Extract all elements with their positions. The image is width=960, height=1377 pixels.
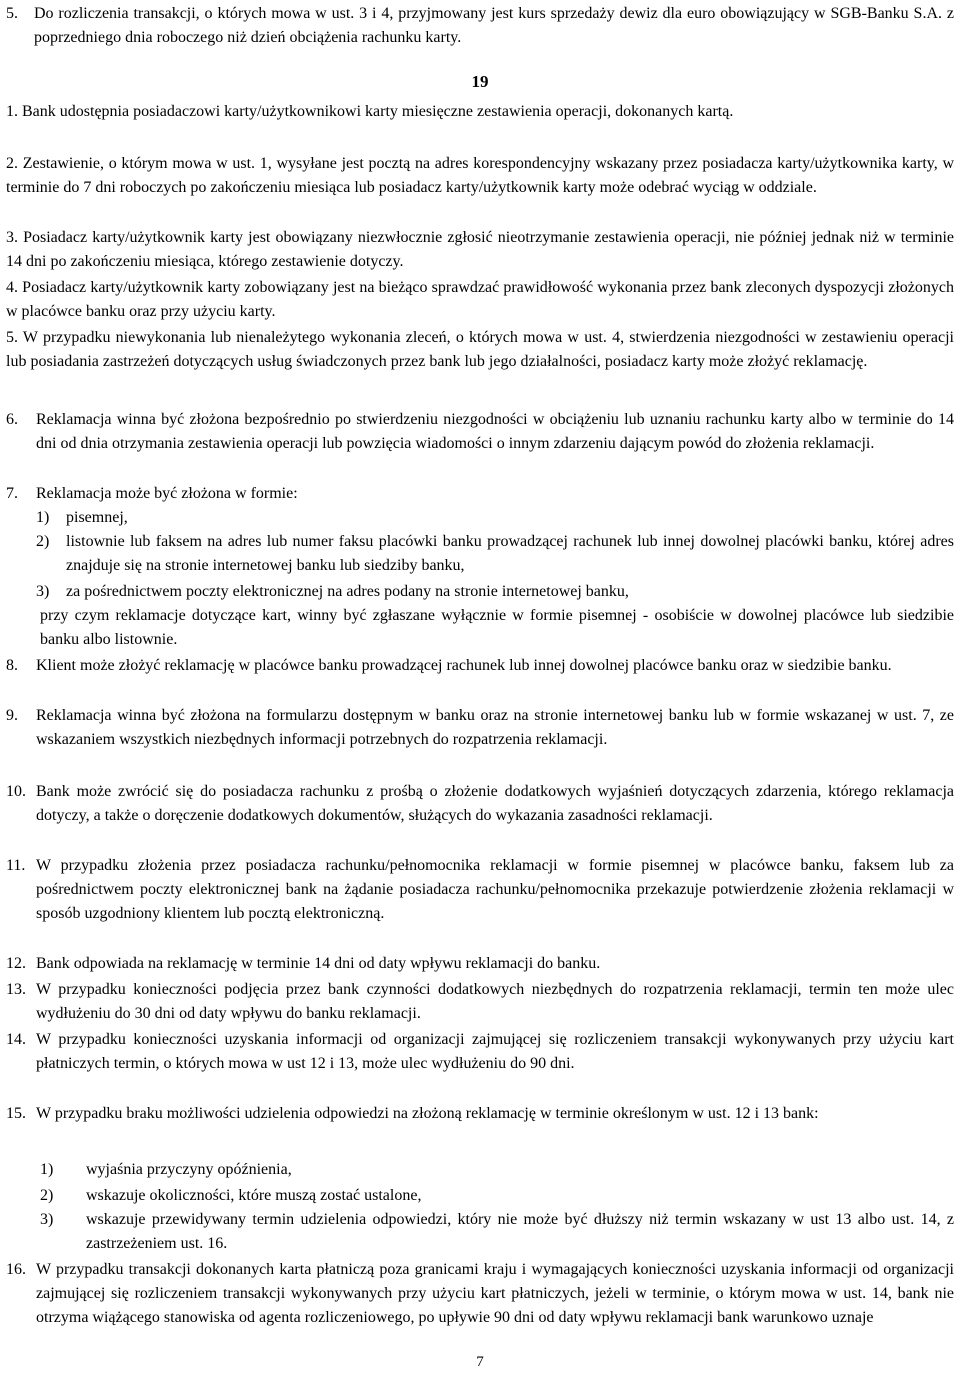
item-note <box>40 604 954 652</box>
list-item <box>6 276 954 324</box>
item-number: 10. <box>6 783 26 800</box>
list-item <box>6 854 954 926</box>
sub-item-number: 3) <box>36 583 50 600</box>
item-text: W przypadku konieczności podjęcia przez bank czynności dodatkowych niezbędnych do rozpatrzenia reklamacji, termin ten może ulec wydłużeniu do 30 dni od daty wpływu do banku reklamacji. <box>36 981 954 1022</box>
sub-item-number: 2) <box>40 1187 54 1204</box>
list-item <box>6 704 954 752</box>
item-text: Klient może złożyć reklamację w placówce banku prowadzącej rachunek lub innej dowolnej placówce banku oraz w siedzibie banku. <box>36 657 892 674</box>
list-item <box>6 1102 954 1126</box>
list-item <box>6 482 954 506</box>
sub-item <box>36 580 954 604</box>
item-text: Reklamacja winna być złożona na formularzu dostępnym w banku oraz na stronie internetowej banku lub w formie wskazanej w ust. 7, ze wskazaniem wszystkich niezbędnych informacji potrzebnych do rozpatrzenia reklamacji. <box>36 707 954 748</box>
item-number: 3. <box>6 229 18 246</box>
item-text: W przypadku braku możliwości udzielenia odpowiedzi na złożoną reklamację w terminie określonym w ust. 12 i 13 bank: <box>36 1105 819 1122</box>
item-number: 14. <box>6 1031 26 1048</box>
list-item <box>6 326 954 374</box>
item-number: 5. <box>6 5 18 22</box>
sub-item-number: 2) <box>36 533 50 550</box>
list-item <box>6 152 954 200</box>
item-text: Posiadacz karty/użytkownik karty jest obowiązany niezwłocznie zgłosić nieotrzymanie zestawienia operacji, nie później jednak niż w terminie 14 dni po zakończeniu miesiąca, którego zestawienie dotyczy. <box>6 229 955 270</box>
sub-item-text: wskazuje przewidywany termin udzielenia odpowiedzi, który nie może być dłuższy niż termin wskazany w ust 13 albo ust. 14, z zastrzeżeniem ust. 16. <box>86 1211 954 1252</box>
item-text: Posiadacz karty/użytkownik karty zobowiązany jest na bieżąco sprawdzać prawidłowość wykonania przez bank zleconych dyspozycji złożonych w placówce banku oraz przy użyciu karty. <box>6 279 954 320</box>
sub-item-text: listownie lub faksem na adres lub numer faksu placówki banku prowadzącej rachunek lub innej dowolnej placówki banku, której adres znajduje się na stronie internetowej banku lub siedziby banku, <box>66 533 954 574</box>
sub-item <box>36 530 954 578</box>
list-item <box>6 1028 954 1076</box>
item-number: 15. <box>6 1105 26 1122</box>
list-item <box>6 780 954 828</box>
list-item <box>6 952 954 976</box>
item-number: 1. <box>6 103 18 120</box>
item-number: 5. <box>6 329 18 346</box>
item-number: 16. <box>6 1261 26 1278</box>
sub-item-text: za pośrednictwem poczty elektronicznej na adres podany na stronie internetowej banku, <box>66 583 629 600</box>
section-number: 19 <box>471 72 489 91</box>
item-number: 7. <box>6 485 18 502</box>
page-number: 7 <box>476 1354 484 1370</box>
item-text: Reklamacja winna być złożona bezpośrednio po stwierdzeniu niezgodności w obciążeniu lub uznaniu rachunku karty albo w terminie do 14 dni od dnia otrzymania zestawienia operacji lub powzięcia wiadomości o innym zdarzeniu dającym powód do złożenia reklamacji. <box>36 411 954 452</box>
sub-item <box>36 506 954 530</box>
item-text: Zestawienie, o którym mowa w ust. 1, wysyłane jest pocztą na adres korespondencyjny wskazany przez posiadacza karty/użytkownika karty, w terminie do 7 dni roboczych po zakończeniu miesiąca lub posiadacz karty/użytkownik karty może odebrać wyciąg w oddziale. <box>6 155 954 196</box>
item-number: 2. <box>6 155 18 172</box>
sub-item-text: wyjaśnia przyczyny opóźnienia, <box>86 1161 292 1178</box>
item-text: Bank udostępnia posiadaczowi karty/użytkownikowi karty miesięczne zestawienia operacji, dokonanych kartą. <box>22 103 734 120</box>
sub-item-text: wskazuje okoliczności, które muszą zostać ustalone, <box>86 1187 422 1204</box>
item-text: W przypadku złożenia przez posiadacza rachunku/pełnomocnika reklamacji w formie pisemnej w placówce banku, faksem lub za pośrednictwem poczty elektronicznej bank na żądanie posiadacza rachunku/pełnomocnika przekazuje potwierdzenie złożenia reklamacji w sposób uzgodniony klientem lub pocztą elektroniczną. <box>36 857 954 922</box>
sub-item <box>40 1184 954 1208</box>
sub-item <box>40 1158 954 1182</box>
item-text: W przypadku niewykonania lub nienależytego wykonania zleceń, o których mowa w ust. 4, stwierdzenia niezgodności w zestawieniu operacji lub posiadania zastrzeżeń dotyczących usług świadczonych przez bank lub jego działalności, posiadacz karty może złożyć reklamację. <box>6 329 954 370</box>
item-text: W przypadku konieczności uzyskania informacji od organizacji zajmującej się rozliczeniem transakcji wykonywanych przy użyciu kart płatniczych termin, o których mowa w ust 12 i 13, może ulec wydłużeniu do 90 dni. <box>36 1031 954 1072</box>
item-number: 11. <box>6 857 26 874</box>
item-text: W przypadku transakcji dokonanych karta płatniczą poza granicami kraju i wymagających konieczności uzyskania informacji od organizacji zajmującej się rozliczeniem transakcji wykonywanych przy użyciu kart płatniczych, jeżeli w terminie, o którym mowa w ust. 14, bank nie otrzyma wiążącego stanowiska od agenta rozliczeniowego, po upływie 90 dni od daty wpływu reklamacji bank warunkowo uznaje <box>36 1261 954 1326</box>
list-item <box>6 100 954 124</box>
list-item <box>6 1258 954 1330</box>
list-item <box>6 226 954 274</box>
sub-item <box>40 1208 954 1256</box>
item-text: Do rozliczenia transakcji, o których mowa w ust. 3 i 4, przyjmowany jest kurs sprzedaży dewiz dla euro obowiązujący w SGB-Banku S.A. z poprzedniego dnia roboczego niż dzień obciążenia rachunku karty. <box>34 5 954 46</box>
list-item <box>6 978 954 1026</box>
sub-item-number: 3) <box>40 1211 54 1228</box>
item-text: Reklamacja może być złożona w formie: <box>36 485 298 502</box>
note-text: przy czym reklamacje dotyczące kart, winny być zgłaszane wyłącznie w formie pisemnej - osobiście w dowolnej placówce lub siedzibie banku albo listownie. <box>40 607 954 648</box>
item-number: 9. <box>6 707 18 724</box>
sub-item-text: pisemnej, <box>66 509 128 526</box>
item-number: 8. <box>6 657 18 674</box>
list-item <box>6 654 954 678</box>
item-number: 4. <box>6 279 18 296</box>
item-number: 13. <box>6 981 26 998</box>
item-number: 12. <box>6 955 26 972</box>
list-item <box>6 2 954 50</box>
item-text: Bank odpowiada na reklamację w terminie 14 dni od daty wpływu reklamacji do banku. <box>36 955 601 972</box>
list-item <box>6 408 954 456</box>
sub-item-number: 1) <box>36 509 50 526</box>
item-text: Bank może zwrócić się do posiadacza rachunku z prośbą o złożenie dodatkowych wyjaśnień dotyczących zdarzenia, którego reklamacja dotyczy, a także o doręczenie dodatkowych dokumentów, służących do wykazania zasadności reklamacji. <box>36 783 954 824</box>
item-number: 6. <box>6 411 18 428</box>
sub-item-number: 1) <box>40 1161 54 1178</box>
